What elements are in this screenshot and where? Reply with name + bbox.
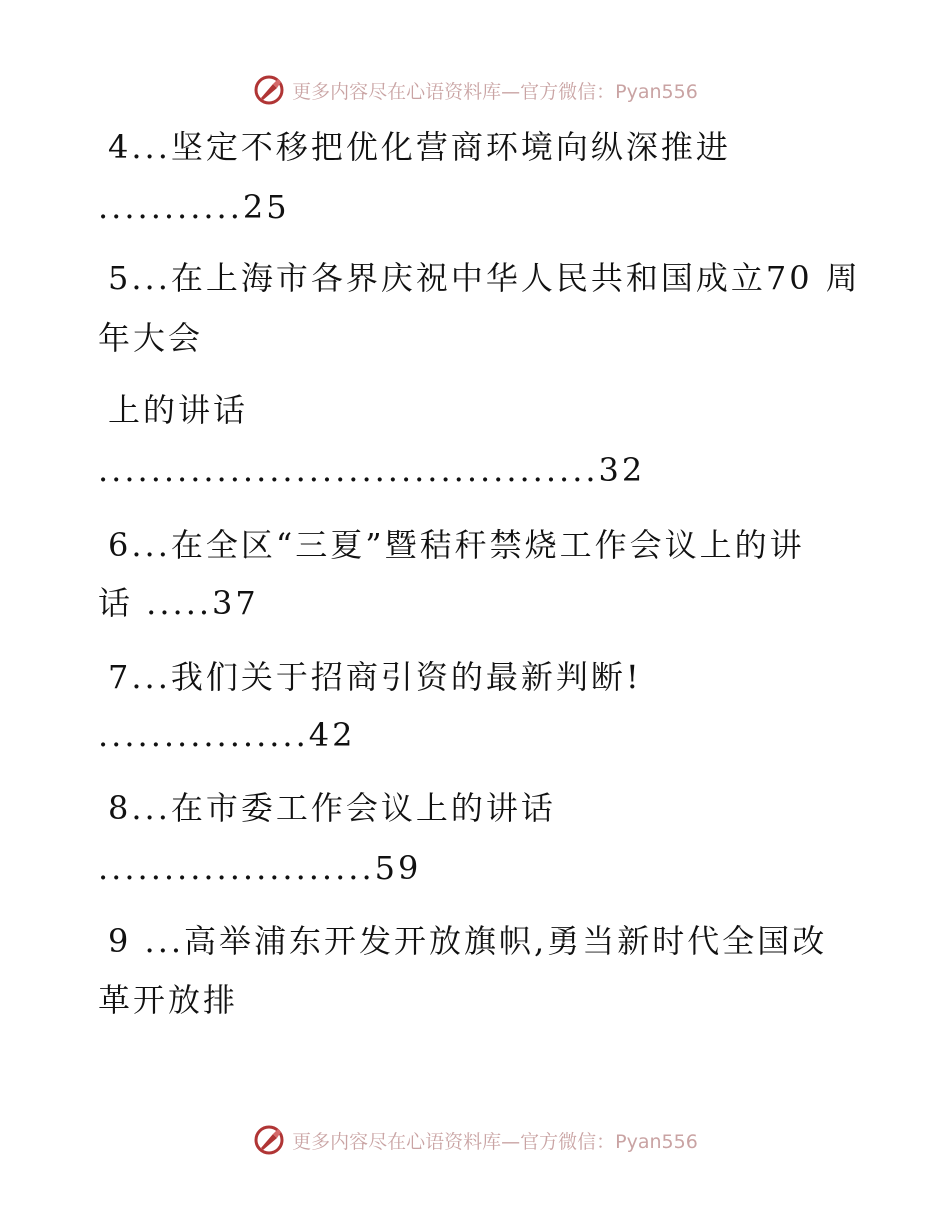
toc-entry-5-title-cont2: 上的讲话	[108, 391, 249, 429]
watermark-text: 更多内容尽在心语资料库—官方微信：Pyan556	[292, 1130, 698, 1153]
toc-entry-4-leader-page: ...........25	[98, 188, 290, 226]
toc-entry-5-title-cont: 年大会	[98, 319, 204, 357]
toc-entry-4-title: 4...坚定不移把优化营商环境向纵深推进	[108, 128, 731, 166]
toc-entry-6-title: 6...在全区“三夏”暨秸秆禁烧工作会议上的讲	[108, 526, 805, 564]
toc-entry-9-title-cont: 革开放排	[98, 981, 239, 1019]
footer-watermark	[0, 1120, 950, 1160]
toc-entry-6-title-cont-page: 话 .....37	[98, 584, 259, 622]
toc-entry-7-title: 7...我们关于招商引资的最新判断!	[108, 658, 642, 696]
pen-nib-circle-icon	[252, 1123, 286, 1157]
watermark-inner	[252, 73, 698, 107]
toc-entry-5-leader-page: ......................................32	[98, 451, 646, 489]
pen-nib-circle-icon	[252, 73, 286, 107]
toc-entry-9-title: 9 ...高举浦东开发开放旗帜,勇当新时代全国改	[108, 922, 828, 960]
toc-entry-7-leader-page: ................42	[98, 716, 356, 754]
toc-entry-5-title: 5...在上海市各界庆祝中华人民共和国成立70 周	[108, 259, 861, 297]
toc-entry-8-leader-page: .....................59	[98, 849, 422, 887]
watermark-text: 更多内容尽在心语资料库—官方微信：Pyan556	[292, 80, 698, 103]
watermark-inner	[252, 1123, 698, 1157]
header-watermark	[0, 70, 950, 110]
toc-entry-8-title: 8...在市委工作会议上的讲话	[108, 789, 556, 827]
